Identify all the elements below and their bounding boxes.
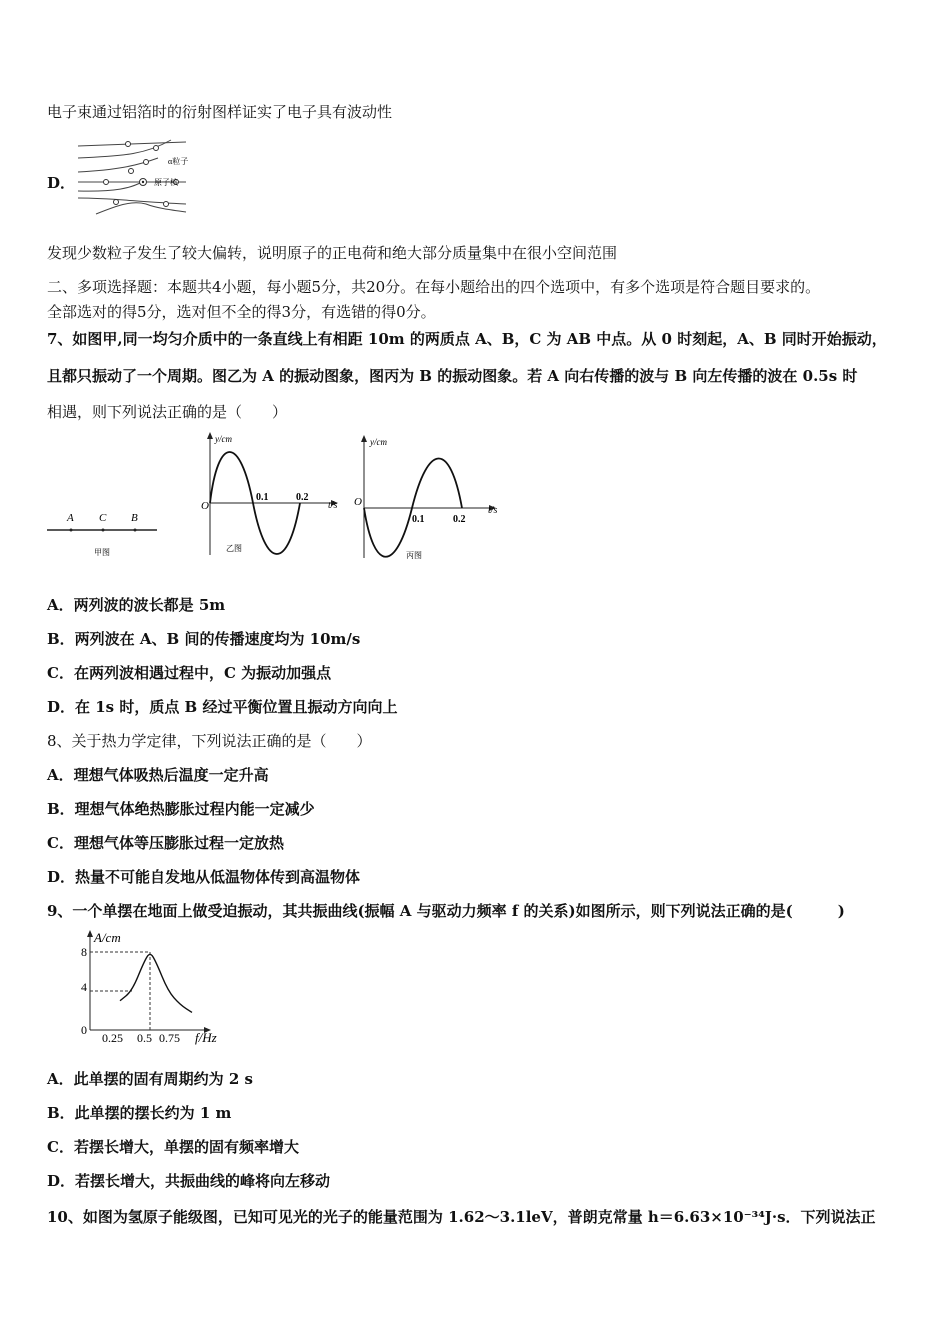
q7-option-c: C．在两列波相遇过程中，C 为振动加强点	[47, 664, 332, 682]
yi-origin: O	[201, 500, 209, 512]
bing-tick-2: 0.2	[453, 514, 466, 525]
q7-figure-yi	[198, 430, 348, 560]
point-b-label: B	[131, 512, 138, 524]
q9-option-a: A．此单摆的固有周期约为 2 s	[47, 1070, 253, 1088]
q7-figure-jia	[45, 505, 160, 560]
chart-ytick-8: 8	[81, 945, 87, 959]
q10-stem-line1: 10、如图为氢原子能级图，已知可见光的光子的能量范围为 1.62～3.1leV，普朗克常量 h＝6.63×10⁻³⁴J·s．下列说法正	[47, 1208, 876, 1226]
bing-origin: O	[354, 496, 362, 508]
q9-stem: 9、一个单摆在地面上做受迫振动，其共振曲线(振幅 A 与驱动力频率 f 的关系)如图所示，则下列说法正确的是( )	[47, 902, 845, 920]
chart-xtick-025: 0.25	[102, 1031, 123, 1045]
resonance-curve	[120, 954, 192, 1012]
chart-xlabel: f/Hz	[195, 1030, 217, 1045]
q7-option-a: A．两列波的波长都是 5m	[47, 596, 226, 614]
q8-option-d: D．热量不可能自发地从低温物体传到高温物体	[47, 868, 361, 886]
q9-option-c: C．若摆长增大，单摆的固有频率增大	[47, 1138, 299, 1156]
q8-option-a: A．理想气体吸热后温度一定升高	[47, 766, 269, 784]
fig-jia-caption: 甲图	[94, 548, 110, 557]
fig-yi-caption: 乙图	[226, 544, 242, 553]
yi-tick-2: 0.2	[296, 492, 309, 503]
chart-ylabel: A/cm	[94, 930, 121, 945]
bing-tick-1: 0.1	[412, 514, 425, 525]
q8-stem: 8、关于热力学定律，下列说法正确的是（ ）	[47, 732, 372, 750]
nucleus-label: 原子核	[154, 178, 178, 187]
q6-tail-text: 电子束通过铝箔时的衍射图样证实了电子具有波动性	[47, 103, 393, 121]
section2-header-line2: 全部选对的得5分，选对但不全的得3分，有选错的得0分。	[47, 303, 436, 321]
q9-option-d: D．若摆长增大，共振曲线的峰将向左移动	[47, 1172, 331, 1190]
chart-xtick-075: 0.75	[159, 1031, 180, 1045]
fig-bing-caption: 丙图	[406, 551, 422, 560]
q8-option-c: C．理想气体等压膨胀过程一定放热	[47, 834, 284, 852]
q7-stem-line2: 且都只振动了一个周期。图乙为 A 的振动图象，图丙为 B 的振动图象。若 A 向右传播的波与 B 向左传播的波在 0.5s 时	[47, 367, 858, 385]
chart-ytick-4: 4	[81, 980, 87, 994]
resonance-chart	[70, 926, 240, 1050]
point-c-label: C	[99, 512, 107, 524]
yi-ylabel: y/cm	[215, 434, 232, 444]
alpha-particle-label: α粒子	[168, 157, 189, 166]
chart-ytick-0: 0	[81, 1023, 87, 1037]
q7-option-d: D．在 1s 时，质点 B 经过平衡位置且振动方向向上	[47, 698, 398, 716]
bing-ylabel: y/cm	[370, 437, 387, 447]
q8-option-b: B．理想气体绝热膨胀过程内能一定减少	[47, 800, 315, 818]
q6-option-d-explanation: 发现少数粒子发生了较大偏转，说明原子的正电荷和绝大部分质量集中在很小空间范围	[47, 244, 618, 262]
alpha-scattering-figure	[76, 136, 196, 218]
q9-option-b: B．此单摆的摆长约为 1 m	[47, 1104, 232, 1122]
q7-stem-line1: 7、如图甲,同一均匀介质中的一条直线上有相距 10m 的两质点 A、B，C 为 AB 中点。从 0 时刻起，A、B 同时开始振动，	[47, 330, 887, 348]
point-a-label: A	[67, 512, 74, 524]
q7-figure-bing	[352, 433, 512, 563]
yi-tick-1: 0.1	[256, 492, 269, 503]
q7-option-b: B．两列波在 A、B 间的传播速度均为 10m/s	[47, 630, 361, 648]
yi-xlabel: t/s	[328, 500, 338, 511]
q6-option-d-label: D．	[47, 174, 76, 192]
q7-stem-line3: 相遇，则下列说法正确的是（ ）	[47, 403, 288, 421]
bing-xlabel: t/s	[488, 505, 498, 516]
section2-header-line1: 二、多项选择题：本题共4小题，每小题5分，共20分。在每小题给出的四个选项中，有多个选项是符合题目要求的。	[47, 278, 821, 296]
chart-xtick-05: 0.5	[137, 1031, 152, 1045]
